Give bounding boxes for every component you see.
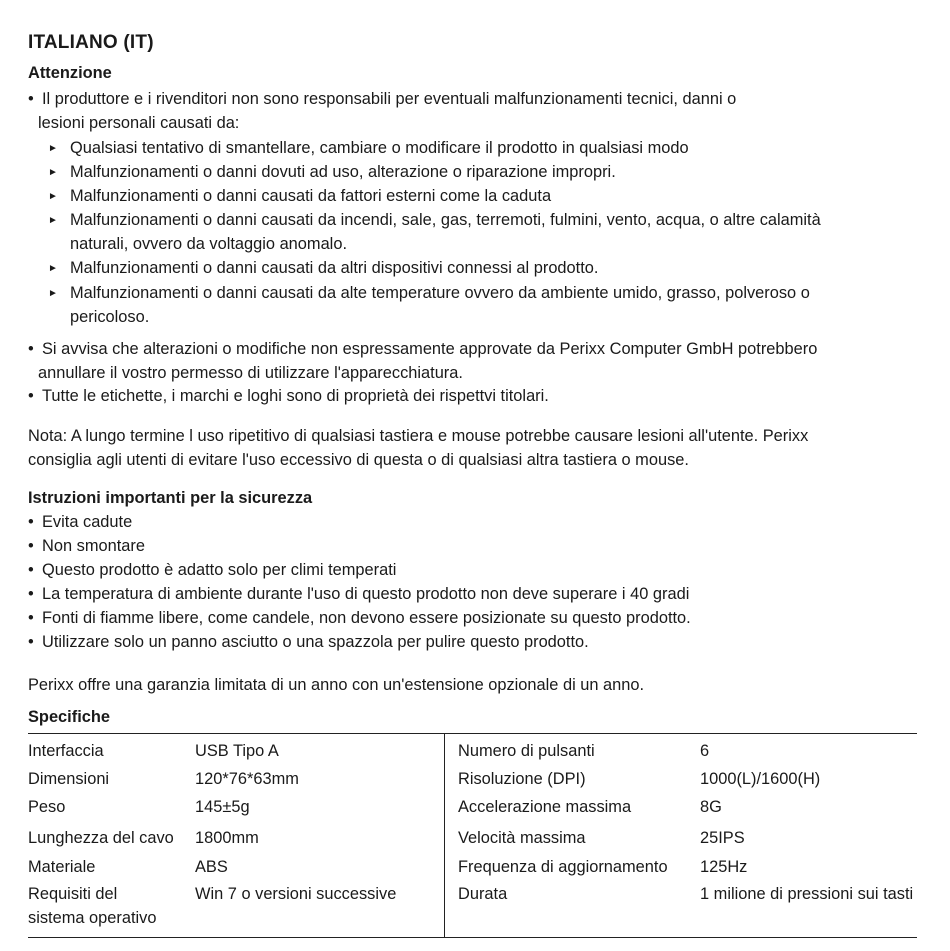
safety-item: • Evita cadute (28, 510, 132, 534)
attention-item: ► Malfunzionamenti o danni dovuti ad uso, alterazione o riparazione impropri. (48, 160, 616, 185)
attention-item-cont: naturali, ovvero da voltaggio anomalo. (70, 235, 347, 253)
spec-label: Interfaccia (28, 742, 104, 760)
attention-item: ► Malfunzionamenti o danni causati da alte temperature ovvero da ambiente umido, grasso, polveroso o (48, 281, 810, 306)
spec-label: Lunghezza del cavo (28, 829, 174, 847)
spec-label: Risoluzione (DPI) (458, 770, 586, 788)
attention-intro-cont: lesioni personali causati da: (38, 114, 240, 132)
modification-notice-cont: annullare il vostro permesso di utilizzare l'apparecchiatura. (38, 364, 463, 382)
safety-item: • Questo prodotto è adatto solo per climi temperati (28, 558, 396, 582)
spec-value: 1800mm (195, 829, 259, 847)
spec-value: 120*76*63mm (195, 770, 299, 788)
spec-label: Accelerazione massima (458, 798, 632, 816)
attention-item: ► Qualsiasi tentativo di smantellare, cambiare o modificare il prodotto in qualsiasi modo (48, 136, 689, 161)
spec-value: ABS (195, 858, 228, 876)
attention-item-cont: pericoloso. (70, 308, 150, 326)
spec-value: 1000(L)/1600(H) (700, 770, 821, 788)
spec-label: Requisiti del (28, 885, 118, 903)
safety-item: • Utilizzare solo un panno asciutto o una spazzola per pulire questo prodotto. (28, 630, 589, 654)
table-bottom-rule (28, 937, 917, 938)
safety-item: • La temperatura di ambiente durante l'uso di questo prodotto non deve superare i 40 gradi (28, 582, 689, 606)
triangle-bullet-icon: ► (48, 288, 58, 299)
safety-item: • Non smontare (28, 534, 145, 558)
spec-label: Materiale (28, 858, 96, 876)
spec-value: USB Tipo A (195, 742, 279, 760)
spec-value: 25IPS (700, 829, 745, 847)
spec-value: 8G (700, 798, 722, 816)
attention-item: ► Malfunzionamenti o danni causati da altri dispositivi connessi al prodotto. (48, 256, 598, 281)
spec-label: Durata (458, 885, 508, 903)
safety-heading: Istruzioni importanti per la sicurezza (28, 489, 313, 507)
specs-heading: Specifiche (28, 708, 110, 726)
attention-item: ► Malfunzionamenti o danni causati da fattori esterni come la caduta (48, 184, 551, 209)
language-title: ITALIANO (IT) (28, 32, 154, 53)
triangle-bullet-icon: ► (48, 263, 58, 274)
spec-label: Frequenza di aggiornamento (458, 858, 668, 876)
spec-label: Numero di pulsanti (458, 742, 595, 760)
spec-label: Peso (28, 798, 66, 816)
spec-label: Velocità massima (458, 829, 586, 847)
triangle-bullet-icon: ► (48, 191, 58, 202)
safety-item: • Fonti di fiamme libere, come candele, non devono essere posizionate su questo prodotto. (28, 606, 691, 630)
triangle-bullet-icon: ► (48, 143, 58, 154)
triangle-bullet-icon: ► (48, 215, 58, 226)
spec-value: 6 (700, 742, 710, 760)
spec-label-cont: sistema operativo (28, 909, 157, 927)
attention-intro: • Il produttore e i rivenditori non sono responsabili per eventuali malfunzionamenti tecnici, danni o (28, 87, 736, 111)
table-top-rule (28, 733, 917, 734)
table-divider (444, 733, 445, 938)
modification-notice: • Si avvisa che alterazioni o modifiche non espressamente approvate da Perixx Computer GmbH potrebbero (28, 337, 817, 361)
note-line: Nota: A lungo termine l uso ripetitivo di qualsiasi tastiera e mouse potrebbe causare lesioni all'utente. Perixx (28, 427, 809, 445)
warranty-text: Perixx offre una garanzia limitata di un anno con un'estensione opzionale di un anno. (28, 676, 645, 694)
spec-value: Win 7 o versioni successive (195, 885, 397, 903)
trademark-notice: • Tutte le etichette, i marchi e loghi sono di proprietà dei rispettvi titolari. (28, 384, 549, 408)
attention-item: ► Malfunzionamenti o danni causati da incendi, sale, gas, terremoti, fulmini, vento, acqua, o altre calamità (48, 208, 821, 233)
triangle-bullet-icon: ► (48, 167, 58, 178)
spec-value: 1 milione di pressioni sui tasti (700, 885, 914, 903)
spec-value: 125Hz (700, 858, 748, 876)
attention-heading: Attenzione (28, 64, 112, 82)
note-line-cont: consiglia agli utenti di evitare l'uso eccessivo di questa o di qualsiasi altra tastiera o mouse. (28, 451, 689, 469)
spec-label: Dimensioni (28, 770, 110, 788)
spec-value: 145±5g (195, 798, 250, 816)
